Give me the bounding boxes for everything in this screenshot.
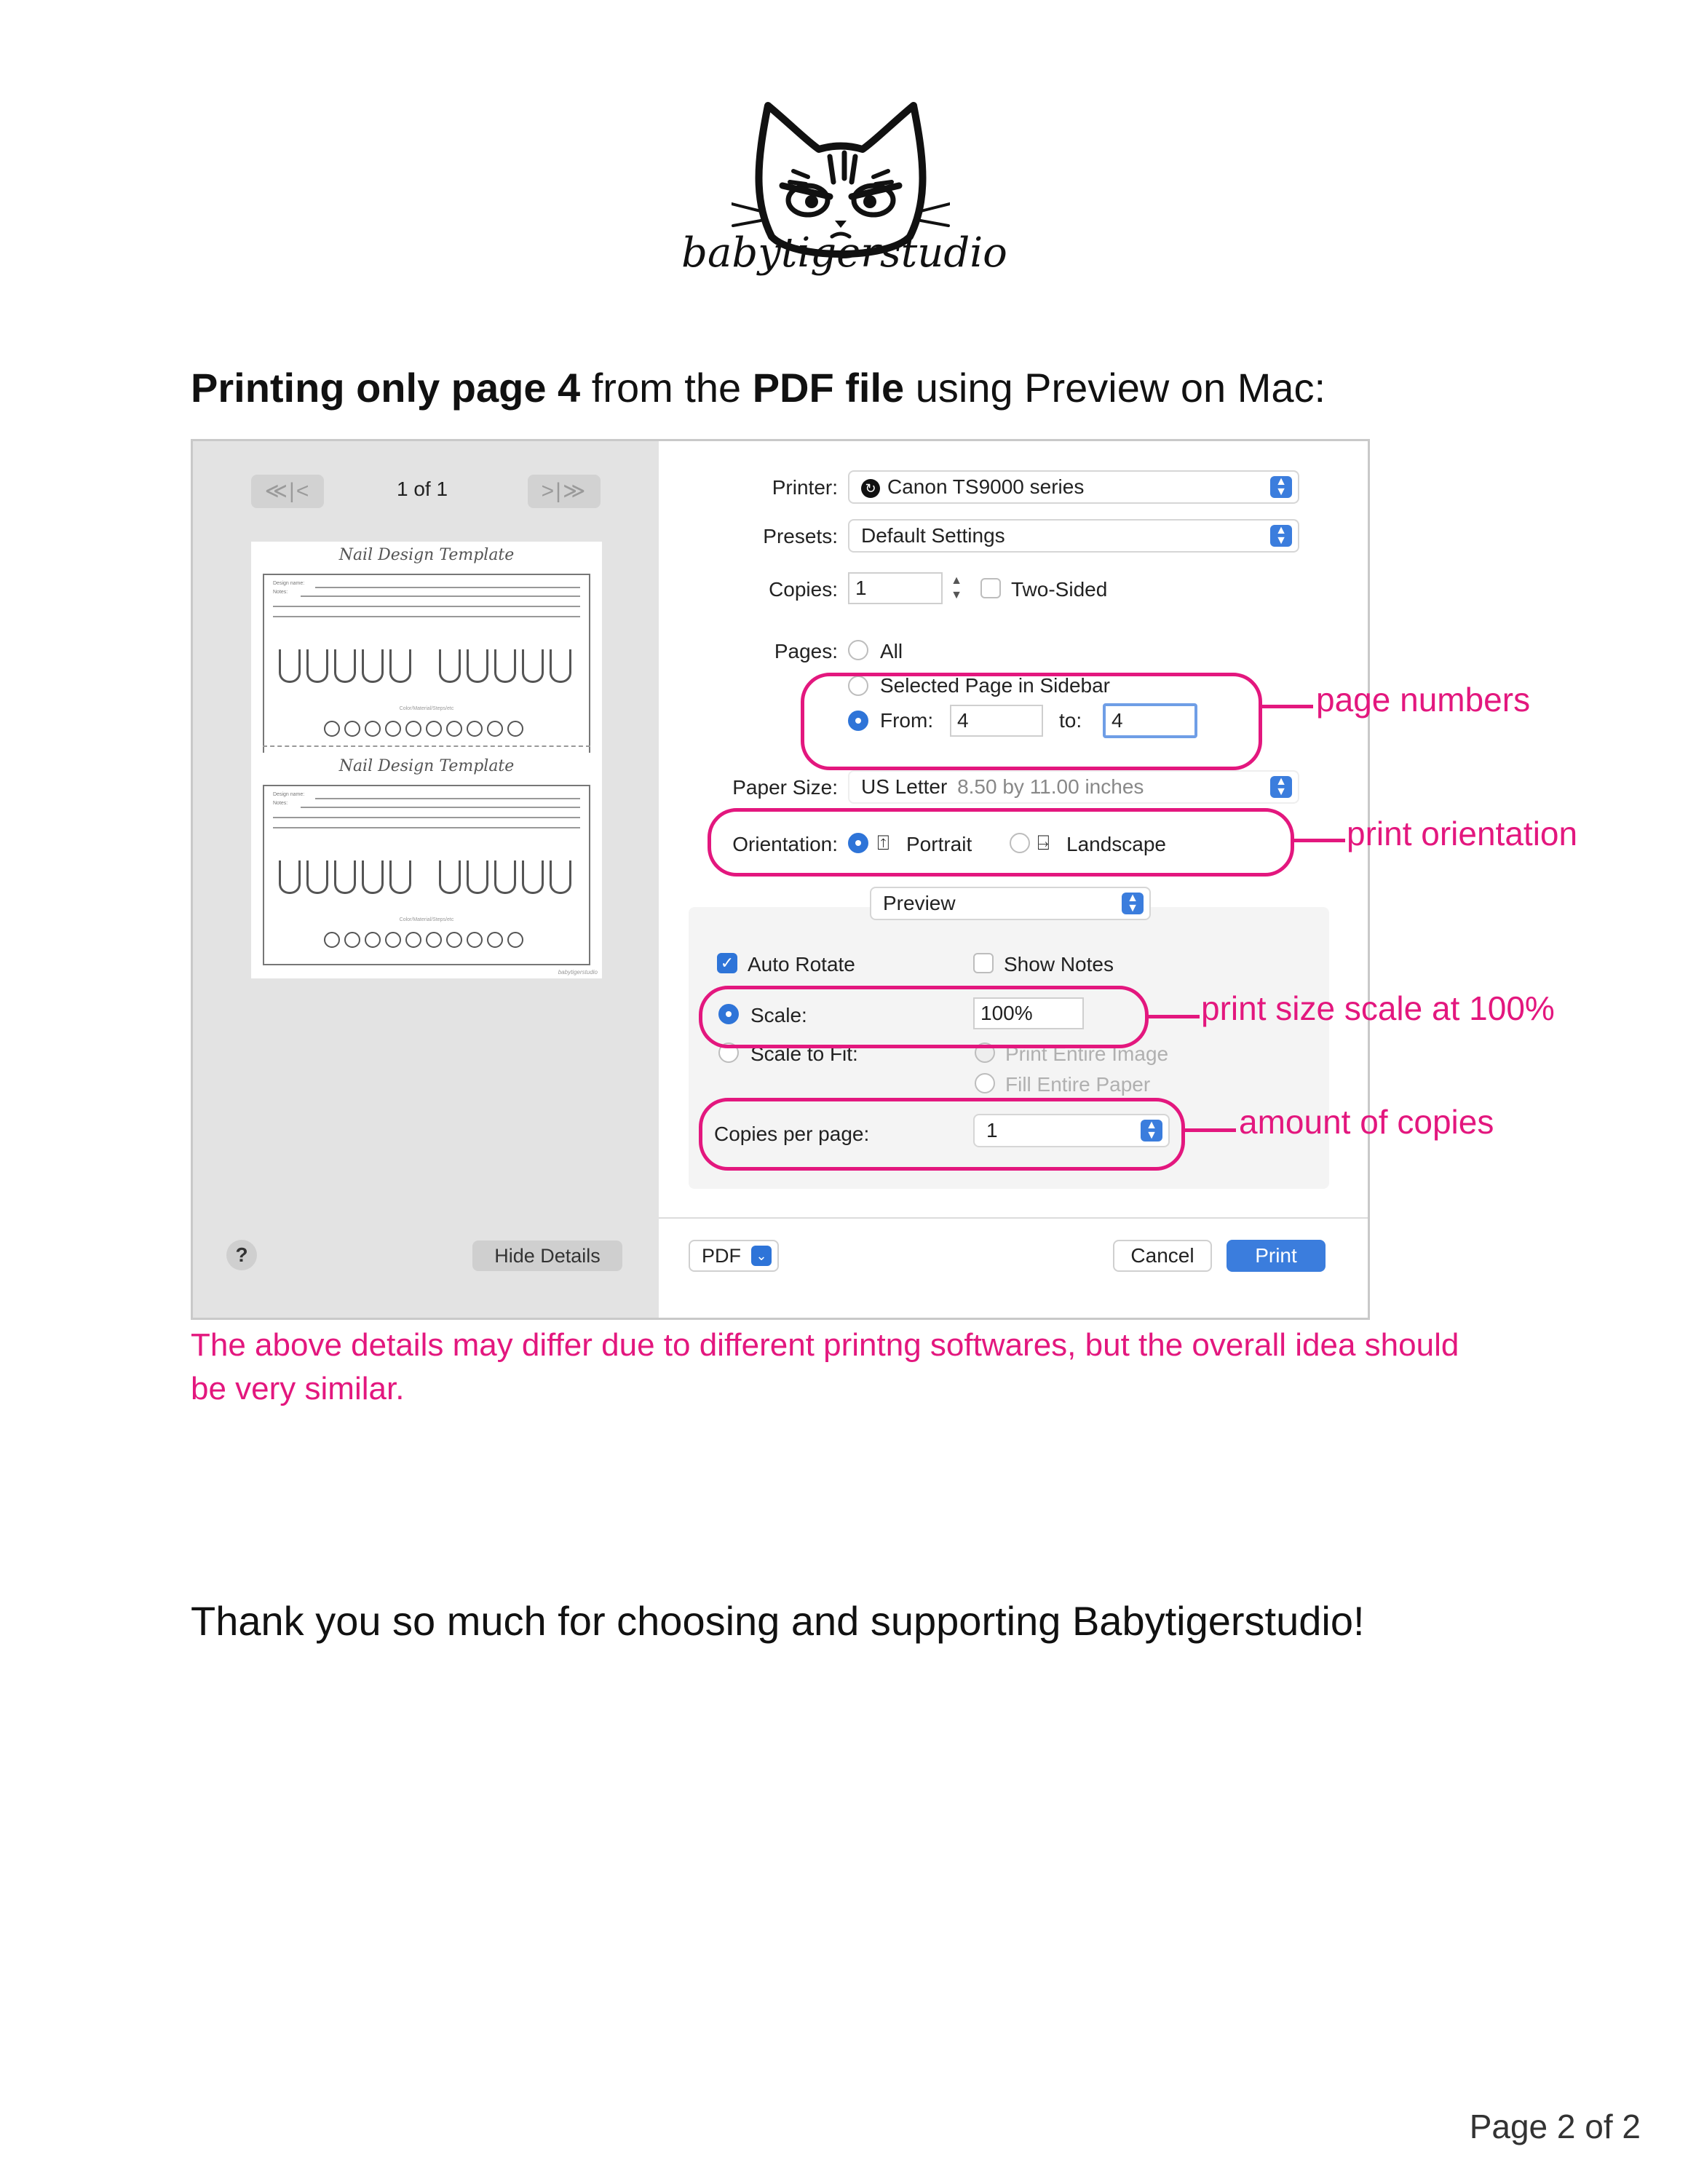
nail-outline (306, 649, 328, 683)
swatch-circle (405, 932, 421, 948)
nail-outline (467, 649, 488, 683)
presets-select[interactable] (848, 519, 1299, 553)
brand-wordmark: babytigerstudio (681, 229, 1007, 277)
nail-outline (522, 649, 544, 683)
paper-size-label: Paper Size: (732, 776, 838, 799)
nail-outline (439, 649, 461, 683)
paper-size-dimensions: 8.50 by 11.00 inches (957, 775, 1144, 798)
disclaimer-text: The above details may differ due to different printng softwares, but the overall idea should be very similar. (191, 1327, 1459, 1406)
swatch-circle (385, 721, 401, 737)
copies-highlight (699, 1098, 1185, 1171)
nail-outline (522, 860, 544, 894)
pages-selected-label: Selected Page in Sidebar (880, 674, 1110, 697)
thumbnail-line (273, 817, 580, 818)
nail-outline (494, 860, 516, 894)
thumbnail-label: Design name: (273, 792, 305, 797)
swatch-circle (426, 932, 442, 948)
thumbnail-line (273, 616, 580, 617)
thumbnail-label: Design name: (273, 581, 305, 586)
page-thumbnail[interactable] (251, 753, 602, 978)
nail-outline (389, 860, 411, 894)
page-thumbnail[interactable] (251, 542, 602, 767)
swatch-circle (365, 932, 381, 948)
section-value: Preview (883, 892, 956, 914)
chevron-updown-icon: ▲ ▼ (1270, 476, 1292, 498)
swatch-circle (365, 721, 381, 737)
swatch-circle (385, 932, 401, 948)
scale-to-fit-label: Scale to Fit: (750, 1042, 858, 1065)
printer-value: Canon TS9000 series (887, 475, 1085, 498)
orientation-label: Orientation: (732, 833, 838, 855)
nail-outline (279, 649, 301, 683)
swatch-circle (487, 932, 503, 948)
orientation-leader (1294, 839, 1345, 842)
heading-bold-1: Printing only page 4 (191, 365, 581, 411)
landscape-label: Landscape (1066, 833, 1167, 855)
thumbnail-line (273, 606, 580, 607)
scale-label: Scale: (750, 1004, 807, 1026)
fill-entire-radio[interactable] (975, 1073, 995, 1093)
cancel-button[interactable]: Cancel (1113, 1240, 1212, 1272)
pages-to-label: to: (1059, 709, 1082, 732)
swatch-circle (467, 721, 483, 737)
swatch-circle (344, 932, 360, 948)
next-page-button[interactable]: >|≫ (528, 475, 601, 508)
swatch-circle (507, 721, 523, 737)
swatch-circle (487, 721, 503, 737)
thumbnail-title: Nail Design Template (338, 757, 515, 775)
page-numbers-leader (1262, 705, 1313, 708)
chevron-updown-icon: ▲ ▼ (1270, 525, 1292, 547)
auto-rotate-label: Auto Rotate (748, 953, 855, 976)
thumbnail-line (315, 798, 580, 799)
thumbnail-frame (263, 785, 590, 965)
two-sided-label: Two-Sided (1011, 578, 1108, 601)
thumbnail-divider (263, 745, 590, 747)
copies-per-page-label: Copies per page: (714, 1123, 870, 1145)
heading-bold-3: PDF file (752, 365, 905, 411)
thumbnail-line (315, 587, 580, 588)
pages-all-label: All (880, 640, 903, 662)
copies-label: Copies: (769, 578, 838, 601)
chevron-updown-icon: ▲ ▼ (1270, 776, 1292, 798)
preview-sidebar (193, 441, 659, 1318)
thumbnail-line (273, 827, 580, 828)
nail-outline (467, 860, 488, 894)
thumbnail-line (301, 596, 580, 597)
heading-text-2: from the (580, 365, 753, 411)
chevron-down-icon: ⌄ (751, 1246, 772, 1266)
nail-outline (550, 860, 571, 894)
printer-select[interactable] (848, 470, 1299, 504)
nail-outline (550, 649, 571, 683)
show-notes-label: Show Notes (1004, 953, 1114, 976)
nail-outline (334, 649, 356, 683)
pages-label: Pages: (774, 640, 838, 662)
amount-of-copies-note: amount of copies (1239, 1103, 1494, 1141)
swatch-circle (344, 721, 360, 737)
thumbnail-label: Notes: (273, 801, 288, 806)
heading-text-4: using Preview on Mac: (904, 365, 1326, 411)
pages-all-radio[interactable] (848, 640, 868, 660)
scale-leader (1149, 1015, 1200, 1018)
help-button[interactable]: ? (226, 1240, 257, 1270)
paper-size-value: US Letter (861, 775, 948, 798)
page-heading (191, 364, 1326, 411)
copies-leader (1185, 1128, 1236, 1132)
presets-value: Default Settings (861, 524, 1005, 547)
swatch-circle (324, 932, 340, 948)
nail-outline (334, 860, 356, 894)
portrait-label: Portrait (906, 833, 972, 855)
thumbnail-caption: Color/Material/Steps/etc (399, 706, 454, 711)
page-number: Page 2 of 2 (1469, 2108, 1641, 2145)
fill-entire-label: Fill Entire Paper (1005, 1073, 1151, 1096)
page-numbers-note: page numbers (1316, 681, 1531, 719)
thumbnail-label: Notes: (273, 590, 288, 595)
show-notes-checkbox[interactable] (973, 953, 994, 973)
portrait-icon: ⍐ (877, 831, 889, 854)
swatch-circle (446, 721, 462, 737)
nail-outline (494, 649, 516, 683)
presets-label: Presets: (763, 525, 838, 547)
landscape-icon: ⍈ (1037, 831, 1050, 854)
paper-size-select[interactable] (848, 770, 1299, 804)
print-entire-label: Print Entire Image (1005, 1042, 1169, 1065)
thumbnail-signature: babytigerstudio (558, 969, 598, 976)
pages-from-field[interactable]: 4 (950, 705, 1043, 737)
copies-stepper[interactable]: ▲ ▼ (951, 574, 962, 601)
swatch-circle (426, 721, 442, 737)
orientation-highlight (708, 808, 1294, 877)
print-button[interactable]: Print (1227, 1240, 1326, 1272)
chevron-updown-icon: ▲ ▼ (1141, 1120, 1162, 1142)
pdf-label: PDF (702, 1245, 741, 1267)
pages-from-label: From: (880, 709, 934, 732)
copies-field[interactable]: 1 (848, 572, 943, 604)
swatch-circle (507, 932, 523, 948)
auto-rotate-checkbox[interactable]: ✓ (717, 953, 737, 973)
pages-to-field[interactable]: 4 (1103, 703, 1197, 738)
thumbnail-title: Nail Design Template (338, 546, 515, 564)
nail-outline (389, 649, 411, 683)
print-orientation-note: print orientation (1347, 815, 1578, 852)
thank-you-text: Thank you so much for choosing and supporting Babytigerstudio! (191, 1598, 1365, 1644)
thumbnail-caption: Color/Material/Steps/etc (399, 917, 454, 922)
nail-outline (279, 860, 301, 894)
pdf-menu-button[interactable] (689, 1240, 779, 1272)
two-sided-checkbox[interactable] (980, 578, 1001, 598)
nail-outline (306, 860, 328, 894)
section-select[interactable] (870, 887, 1151, 920)
swatch-circle (324, 721, 340, 737)
page-numbers-highlight (801, 673, 1262, 770)
nail-outline (362, 860, 384, 894)
copies-per-page-value: 1 (986, 1119, 998, 1142)
printer-status-icon: ↻ (861, 479, 880, 498)
footer-divider (659, 1217, 1368, 1219)
swatch-circle (467, 932, 483, 948)
hide-details-button[interactable]: Hide Details (472, 1241, 622, 1271)
swatch-circle (446, 932, 462, 948)
page-count: 1 of 1 (397, 478, 448, 500)
chevron-updown-icon: ▲ ▼ (1122, 893, 1144, 914)
printer-label: Printer: (772, 476, 838, 499)
thumbnail-frame (263, 574, 590, 754)
nail-outline (439, 860, 461, 894)
prev-page-button[interactable]: ≪|< (251, 475, 324, 508)
print-size-scale-note: print size scale at 100% (1201, 989, 1555, 1027)
scale-highlight (699, 986, 1149, 1048)
thumbnail-line (301, 807, 580, 808)
print-dialog (191, 439, 1370, 1320)
swatch-circle (405, 721, 421, 737)
scale-field[interactable]: 100% (973, 997, 1084, 1029)
nail-outline (362, 649, 384, 683)
